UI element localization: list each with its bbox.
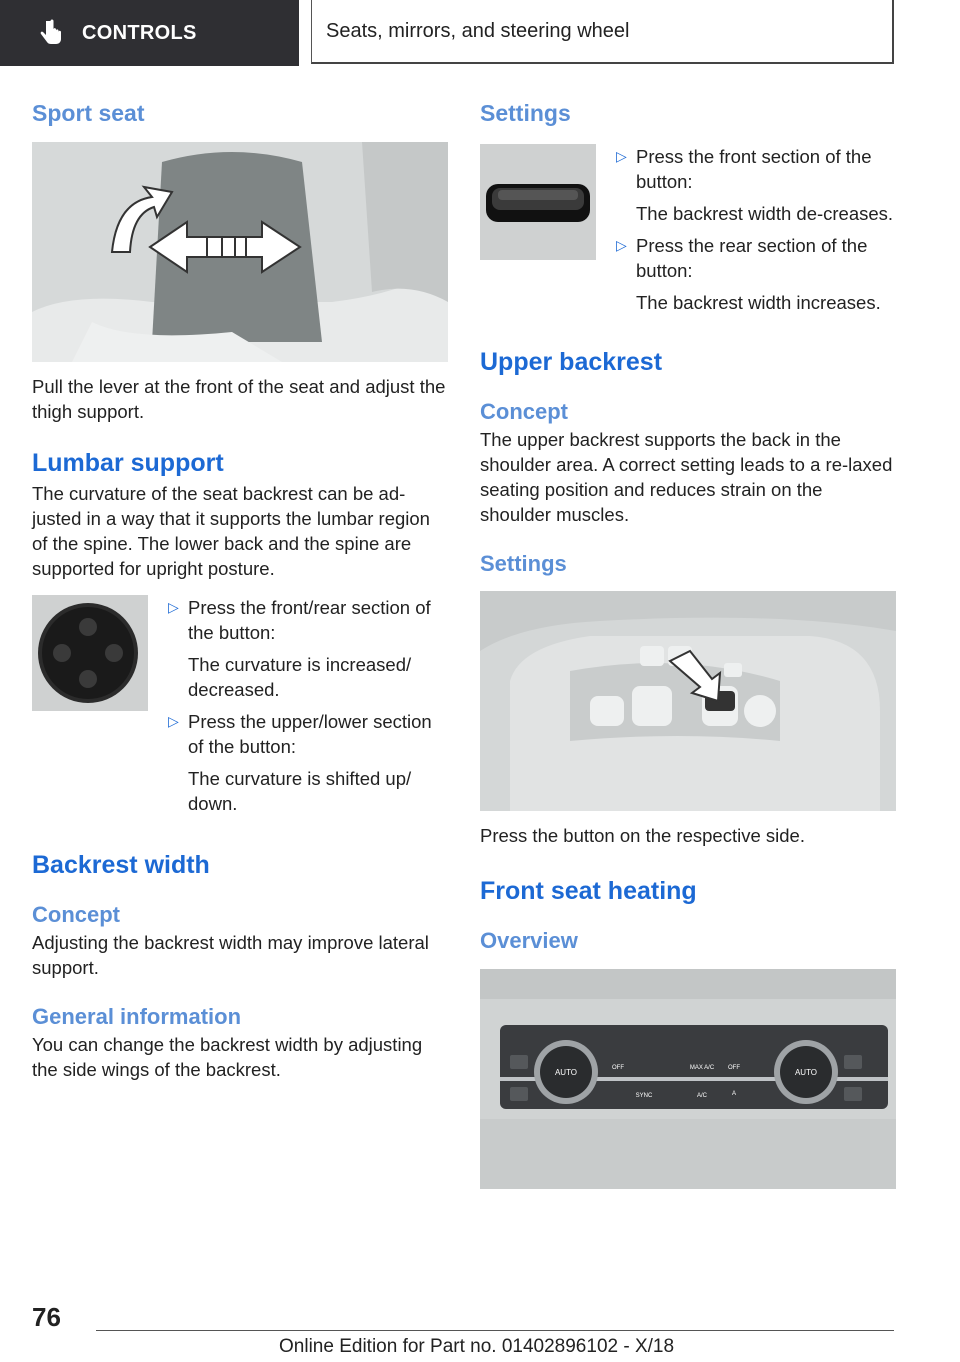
bullet-triangle-icon: ▷ <box>168 598 179 615</box>
settings-bullet <box>616 233 896 315</box>
lumbar-intro: The curvature of the seat backrest can be ad‐justed in a way that it supports the lumbar region of the spine. The lower back and the spine are supported for upright posture. <box>32 482 430 579</box>
panel-label-off-left: OFF <box>612 1064 624 1071</box>
section-label: CONTROLS <box>82 21 197 44</box>
right-column <box>480 100 896 1189</box>
hand-pointer-icon <box>40 19 64 47</box>
seat-controls-image <box>480 591 896 811</box>
page-number: 76 <box>32 1302 61 1332</box>
sport-seat-caption: Pull the lever at the front of the seat and adjust the thigh support. <box>32 375 446 422</box>
bullet-result: The backrest width increases. <box>636 291 881 313</box>
lumbar-heading: Lumbar support <box>32 448 224 477</box>
bullet-triangle-icon: ▷ <box>616 236 627 253</box>
upper-settings-heading: Settings <box>480 550 567 576</box>
lumbar-button-image <box>32 595 148 711</box>
climate-panel-image <box>480 969 896 1189</box>
bullet-result: The curvature is shifted up/ down. <box>188 767 412 814</box>
upper-concept-heading: Concept <box>480 398 568 424</box>
edition-note: Online Edition for Part no. 01402896102 - X/18 <box>279 1336 675 1357</box>
panel-label-sync: SYNC <box>635 1092 653 1099</box>
bullet-triangle-icon: ▷ <box>168 712 179 729</box>
sport-seat-image <box>32 142 448 362</box>
lumbar-bullet <box>168 595 448 702</box>
settings-bullet <box>616 144 896 226</box>
chapter-title: Seats, mirrors, and steering wheel <box>311 0 894 64</box>
footer-divider <box>96 1330 894 1331</box>
panel-label-ac: A/C <box>696 1092 708 1099</box>
bullet-action: Press the upper/lower section of the button: <box>188 710 432 757</box>
panel-label-auto-right: AUTO <box>794 1067 818 1077</box>
bullet-triangle-icon: ▷ <box>616 147 627 164</box>
section-tab[interactable] <box>0 0 299 66</box>
backrest-width-button-image <box>480 144 596 260</box>
overview-heading: Overview <box>480 928 578 954</box>
backrest-concept-heading: Concept <box>32 901 120 927</box>
bullet-action: Press the front/rear section of the button: <box>188 596 431 643</box>
settings-heading: Settings <box>480 100 571 126</box>
upper-settings-caption: Press the button on the respective side. <box>480 825 805 847</box>
bullet-result: The curvature is increased/ decreased. <box>188 653 412 700</box>
sport-seat-heading: Sport seat <box>32 100 145 126</box>
bullet-result: The backrest width de‐creases. <box>636 202 894 224</box>
panel-label-max-ac: MAX A/C <box>689 1064 715 1071</box>
backrest-concept-text: Adjusting the backrest width may improve lateral support. <box>32 931 429 978</box>
left-column <box>32 100 448 1082</box>
panel-label-auto-left: AUTO <box>554 1067 578 1077</box>
upper-concept-text: The upper backrest supports the back in the shoulder area. A correct setting leads to a re‐laxed seating position and reduces strain on the shoulder muscles. <box>480 428 893 525</box>
seat-heating-heading: Front seat heating <box>480 877 697 906</box>
backrest-width-settings <box>480 144 896 315</box>
backrest-width-heading: Backrest width <box>32 850 210 879</box>
lumbar-settings <box>32 595 448 816</box>
lumbar-bullet <box>168 709 448 816</box>
general-info-text: You can change the backrest width by adjusting the side wings of the backrest. <box>32 1034 423 1081</box>
panel-label-a: A <box>731 1090 737 1097</box>
bullet-action: Press the front section of the button: <box>636 145 872 192</box>
panel-label-off-right: OFF <box>728 1064 740 1071</box>
upper-backrest-heading: Upper backrest <box>480 347 663 376</box>
general-info-heading: General information <box>32 1003 242 1029</box>
bullet-action: Press the rear section of the button: <box>636 234 868 281</box>
